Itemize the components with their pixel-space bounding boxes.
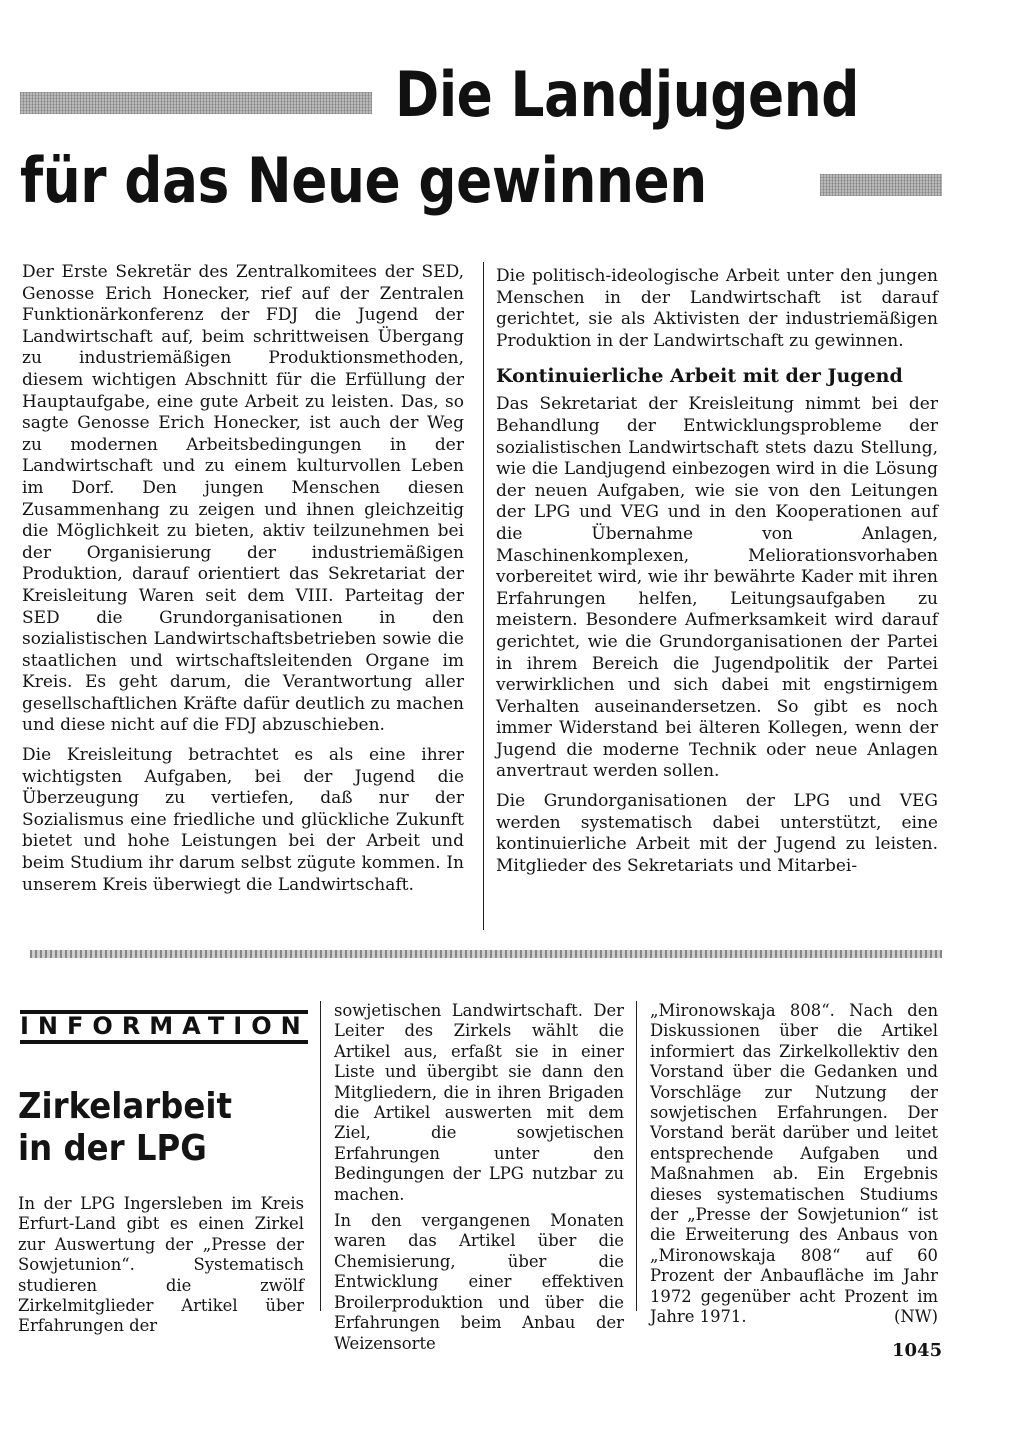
article-paragraph: Der Erste Sekretär des Zentralkomitees der SED, Genosse Erich Honecker, rief auf der Zentralen Funktionärkonferenz der FDJ die Jugend der Landwirtschaft auf, beim schrittweisen Übergang zu industriemäßigen Produktionsmethoden, diesem wichtigen Abschnitt für die Erfüllung der Hauptaufgabe, eine gute Arbeit zu leisten. Das, so sagte Genosse Erich Honecker, ist auch der Weg zu modernen Arbeitsbedingungen in der Landwirtschaft und zu einem kulturvollen Leben im Dorf. Den jungen Menschen diesen Zusammenhang zu zeigen und ihnen gleichzeitig die Möglichkeit zu bieten, aktiv teilzunehmen bei der Organisierung der industriemäßigen Produktion, darauf orientiert das Sekretariat der Kreisleitung Waren seit dem VIII. Parteitag der SED die Grundorganisationen in den sozialistischen Landwirtschaftsbetrieben sowie die staatlichen und wirtschaftsleitenden Organe im Kreis. Es geht darum, die Verantwortung aller gesellschaftlichen Kräfte dafür deutlich zu machen und diese nicht auf die FDJ abzuschieben. bbox=[22, 262, 464, 736]
info-title-line-2: in der LPG bbox=[18, 1128, 207, 1169]
article-paragraph: Die politisch-ideologische Arbeit unter den jungen Menschen in der Landwirtschaft ist darauf gerichtet, sie als Aktivisten der industriemäßigen Produktion in der Landwirtschaft zu gewinnen. bbox=[496, 266, 938, 351]
article-paragraph: Die Kreisleitung betrachtet es als eine ihrer wichtigsten Aufgaben, bei der Jugend die Überzeugung zu vertiefen, daß nur der Sozialismus eine friedliche und glückliche Zukunft bietet und hohe Leistungen bei der Arbeit und beim Studium ihr darum selbst zügute kommen. In unserem Kreis überwiegt die Landwirtschaft. bbox=[22, 745, 464, 895]
info-text: „Mironowskaja 808“. Nach den Diskussionen über die Artikel informiert das Zirkelkollektiv den Vorstand über die Gedanken und Vorschläge zur Nutzung der sowjetischen Erfahrungen. Der Vorstand berät darüber und leitet entsprechende Aufgaben und Maßnahmen ab. Ein Ergebnis dieses systematischen Studiums der „Presse der Sowjetunion“ ist die Erweiterung des Anbaus von „Mironowskaja 808“ auf 60 Prozent der Anbaufläche im Jahr 1972 gegenüber acht Prozent im Jahre 1971. bbox=[650, 1001, 938, 1327]
info-source: (NW) bbox=[894, 1307, 938, 1327]
info-rule-bottom bbox=[20, 1040, 308, 1044]
info-title bbox=[18, 1086, 232, 1170]
section-divider bbox=[30, 950, 942, 958]
article-column-left bbox=[22, 262, 464, 904]
headline-line-2: für das Neue gewinnen bbox=[20, 144, 707, 217]
page-number: 1045 bbox=[892, 1340, 943, 1361]
info-paragraph: In den vergangenen Monaten waren das Artikel über die Chemisierung, über die Entwicklung einer effektiven Broilerproduktion und über die Erfahrungen beim Anbau der Weizensorte bbox=[334, 1211, 624, 1353]
column-divider bbox=[483, 262, 484, 930]
halftone-bar-right bbox=[820, 174, 942, 196]
headline-line-1: Die Landjugend bbox=[395, 58, 860, 131]
info-title-line-1: Zirkelarbeit bbox=[18, 1086, 232, 1127]
article-paragraph: Das Sekretariat der Kreisleitung nimmt bei der Behandlung der Entwicklungsprobleme der sozialistischen Landwirtschaft stets dazu Stellung, wie die Landjugend einbezogen wird in die Lösung der neuen Aufgaben, wie sie von den Leitungen der LPG und VEG und in den Kooperationen auf die Übernahme von Anlagen, Maschinenkomplexen, Meliorationsvorhaben vorbereitet wird, wie ihr bewährte Kader mit ihren Erfahrungen helfen, Leitungsaufgaben zu meistern. Besondere Aufmerksamkeit wird darauf gerichtet, wie die Grundorganisationen der Partei in ihrem Bereich die Jugendpolitik der Partei verwirklichen und sich dabei mit engstirnigem Verhalten auseinandersetzen. So gibt es noch immer Widerstand bei älteren Kollegen, wenn der Jugend die moderne Technik oder neue Anlagen anvertraut werden sollen. bbox=[496, 394, 938, 782]
info-column-3 bbox=[650, 1001, 938, 1334]
info-paragraph: In der LPG Ingersleben im Kreis Erfurt-Land gibt es einen Zirkel zur Auswertung der „Presse der Sowjetunion“. Systematisch studieren die zwölf Zirkelmitglieder Artikel über Erfahrungen der bbox=[18, 1194, 304, 1336]
halftone-bar-left bbox=[20, 92, 372, 114]
info-column-divider bbox=[636, 1001, 637, 1311]
article-subheading: Kontinuierliche Arbeit mit der Jugend bbox=[496, 365, 903, 388]
info-column-1 bbox=[18, 1194, 304, 1343]
info-column-divider bbox=[320, 1001, 321, 1311]
article-column-right bbox=[496, 266, 938, 885]
article-paragraph: Die Grundorganisationen der LPG und VEG werden systematisch dabei unterstützt, eine kontinuierliche Arbeit mit der Jugend zu leisten. Mitglieder des Sekretariats und Mitarbei- bbox=[496, 791, 938, 876]
info-paragraph: sowjetischen Landwirtschaft. Der Leiter des Zirkels wählt die Artikel aus, erfaßt sie in einer Liste und übergibt sie dann den Mitgliedern, die in ihren Brigaden die Artikel auswerten mit dem Ziel, die sowjetischen Erfahrungen unter den Bedingungen der LPG nutzbar zu machen. bbox=[334, 1001, 624, 1204]
info-column-2 bbox=[334, 1001, 624, 1360]
info-label: INFORMATION bbox=[20, 1012, 310, 1040]
info-paragraph bbox=[650, 1001, 938, 1328]
